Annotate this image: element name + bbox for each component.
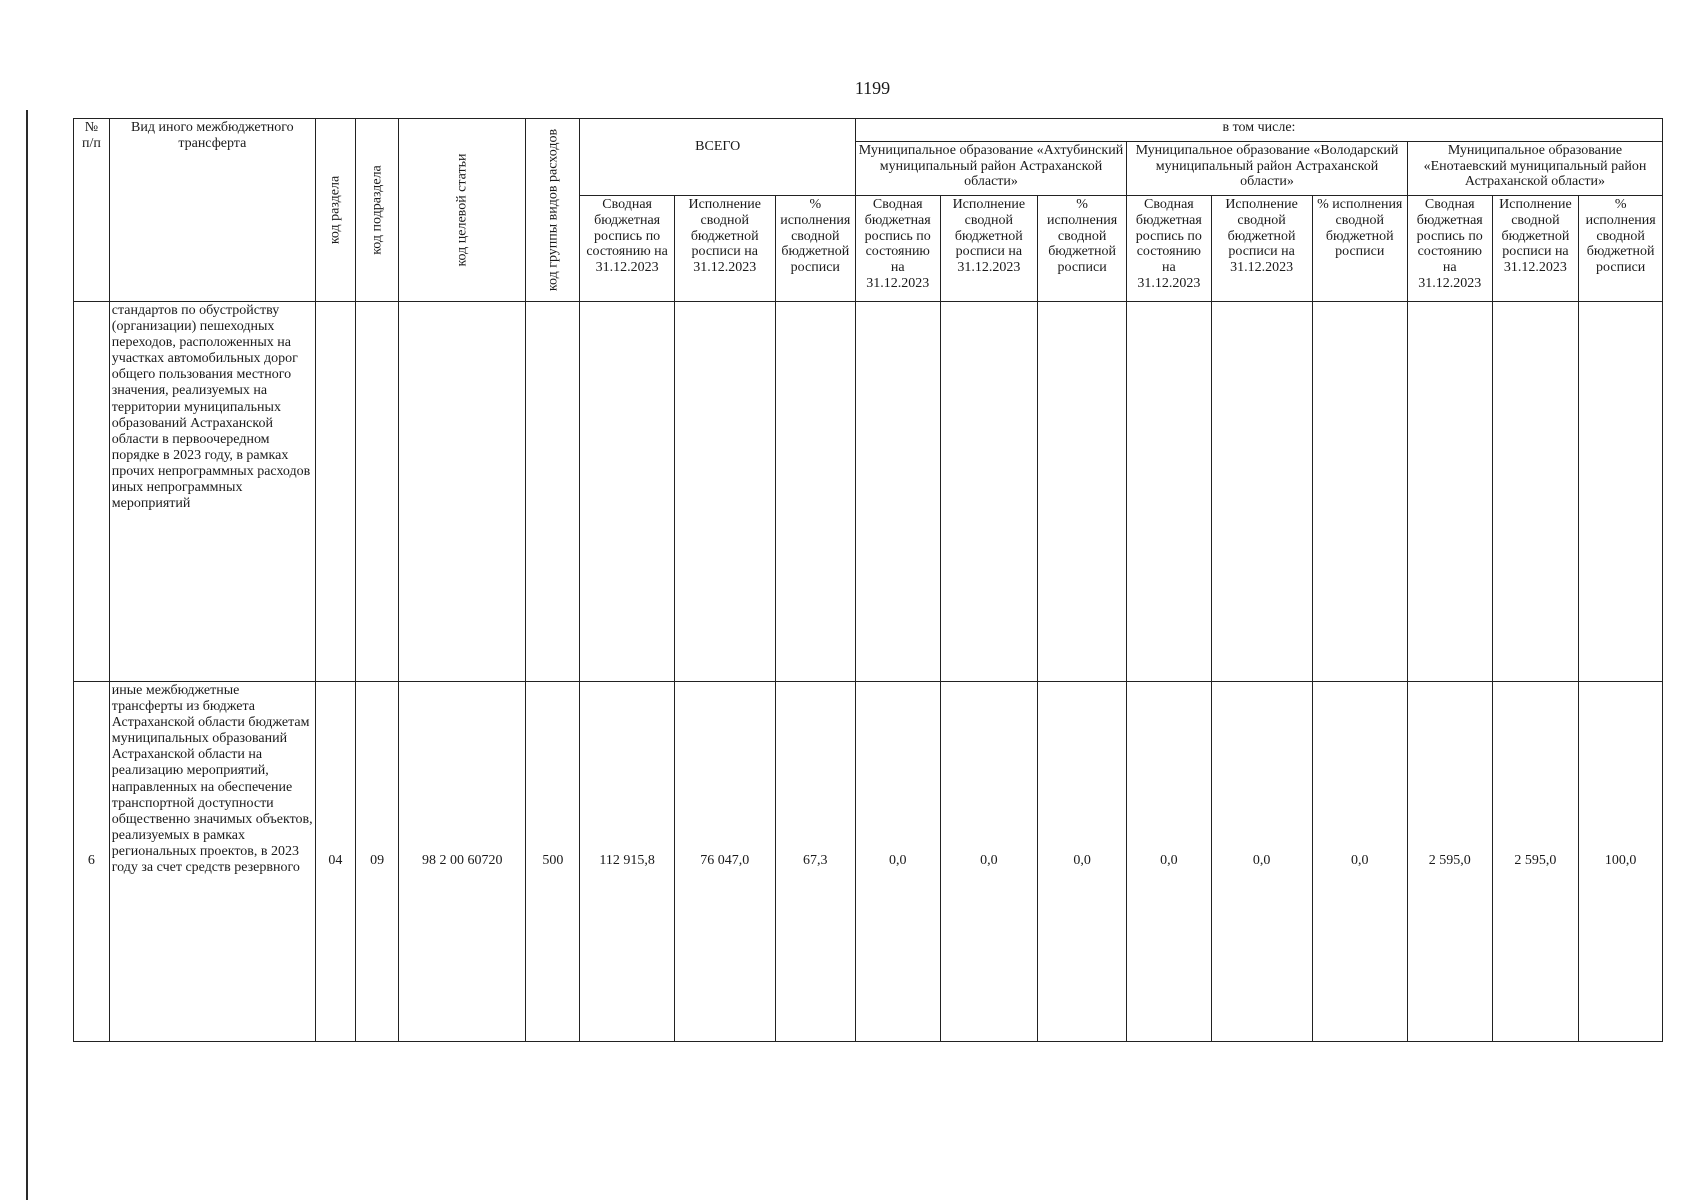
row-no <box>74 302 110 682</box>
header-sub: % исполнения сводной бюджетной росписи <box>1312 196 1407 302</box>
header-sub: Сводная бюджетная роспись по состоянию на 31.12.2023 <box>580 196 674 302</box>
row-gruppa: 500 <box>526 682 580 1042</box>
row-value: 67,3 <box>775 682 855 1042</box>
header-kod-gruppy: код группы видов расходов <box>526 119 580 302</box>
row-value <box>1038 302 1127 682</box>
row-razdel: 04 <box>315 682 355 1042</box>
header-mo-akhtubinsky: Муниципальное образование «Ахтубинский муниципальный район Астраханской области» <box>855 142 1126 196</box>
row-text: иные межбюджетные трансферты из бюджета Астраханской области бюджетам муниципальных образований Астраханской области на реализацию мероприятий, направленных на обеспечение транспортной доступности общественно значимых объектов, реализуемых в рамках региональных проектов, в 2023 году за счет средств резервного <box>109 682 315 1042</box>
header-vid: Вид иного межбюджетного трансферта <box>109 119 315 302</box>
row-value: 0,0 <box>1127 682 1212 1042</box>
report-table <box>73 118 1663 1042</box>
margin-line <box>26 110 28 1200</box>
row-value: 2 595,0 <box>1492 682 1579 1042</box>
header-kod-celevoy: код целевой статьи <box>399 119 526 302</box>
header-sub: Сводная бюджетная роспись по состоянию на 31.12.2023 <box>855 196 940 302</box>
row-gruppa <box>526 302 580 682</box>
header-kod-podrazdela: код подраздела <box>355 119 398 302</box>
header-sub: Сводная бюджетная роспись по состоянию на 31.12.2023 <box>1127 196 1212 302</box>
row-value: 0,0 <box>855 682 940 1042</box>
row-value: 0,0 <box>1312 682 1407 1042</box>
row-value <box>940 302 1038 682</box>
table-row <box>74 682 1663 1042</box>
table-row <box>74 302 1663 682</box>
row-value <box>855 302 940 682</box>
header-v-tom-chisle: в том числе: <box>855 119 1662 142</box>
header-vsego: ВСЕГО <box>580 119 855 196</box>
header-row-1 <box>74 119 1663 142</box>
page-number: 1199 <box>854 78 891 98</box>
row-value <box>775 302 855 682</box>
header-no: № п/п <box>74 119 110 302</box>
header-sub: Исполнение сводной бюджетной росписи на 31.12.2023 <box>1492 196 1579 302</box>
row-no: 6 <box>74 682 110 1042</box>
row-podrazdel: 09 <box>355 682 398 1042</box>
row-value <box>1579 302 1663 682</box>
header-sub: % исполнения сводной бюджетной росписи <box>1038 196 1127 302</box>
row-razdel <box>315 302 355 682</box>
header-sub: Исполнение сводной бюджетной росписи на 31.12.2023 <box>674 196 775 302</box>
row-value <box>1211 302 1312 682</box>
row-value: 112 915,8 <box>580 682 674 1042</box>
header-sub: Исполнение сводной бюджетной росписи на 31.12.2023 <box>940 196 1038 302</box>
header-sub: Исполнение сводной бюджетной росписи на 31.12.2023 <box>1211 196 1312 302</box>
row-value <box>580 302 674 682</box>
header-sub: % исполнения сводной бюджетной росписи <box>775 196 855 302</box>
header-mo-volodarsky: Муниципальное образование «Володарский муниципальный район Астраханской области» <box>1127 142 1408 196</box>
row-value: 0,0 <box>1038 682 1127 1042</box>
header-kod-razdela: код раздела <box>315 119 355 302</box>
header-mo-enotaevsky: Муниципальное образование «Енотаевский муниципальный район Астраханской области» <box>1407 142 1662 196</box>
row-value: 2 595,0 <box>1407 682 1492 1042</box>
row-value: 0,0 <box>1211 682 1312 1042</box>
row-value <box>1127 302 1212 682</box>
row-celevaya <box>399 302 526 682</box>
row-value <box>1407 302 1492 682</box>
row-value: 0,0 <box>940 682 1038 1042</box>
header-sub: % исполнения сводной бюджетной росписи <box>1579 196 1663 302</box>
row-value: 100,0 <box>1579 682 1663 1042</box>
row-value <box>1312 302 1407 682</box>
row-text: стандартов по обустройству (организации) пешеходных переходов, расположенных на участках автомобильных дорог общего пользования местного значения, реализуемых на территории муниципальных образований Астраханской области в первоочередном порядке в 2023 году, в рамках прочих непрограммных расходов иных непрограммных мероприятий <box>109 302 315 682</box>
header-sub: Сводная бюджетная роспись по состоянию на 31.12.2023 <box>1407 196 1492 302</box>
row-value: 76 047,0 <box>674 682 775 1042</box>
row-podrazdel <box>355 302 398 682</box>
row-value <box>674 302 775 682</box>
row-celevaya: 98 2 00 60720 <box>399 682 526 1042</box>
row-value <box>1492 302 1579 682</box>
